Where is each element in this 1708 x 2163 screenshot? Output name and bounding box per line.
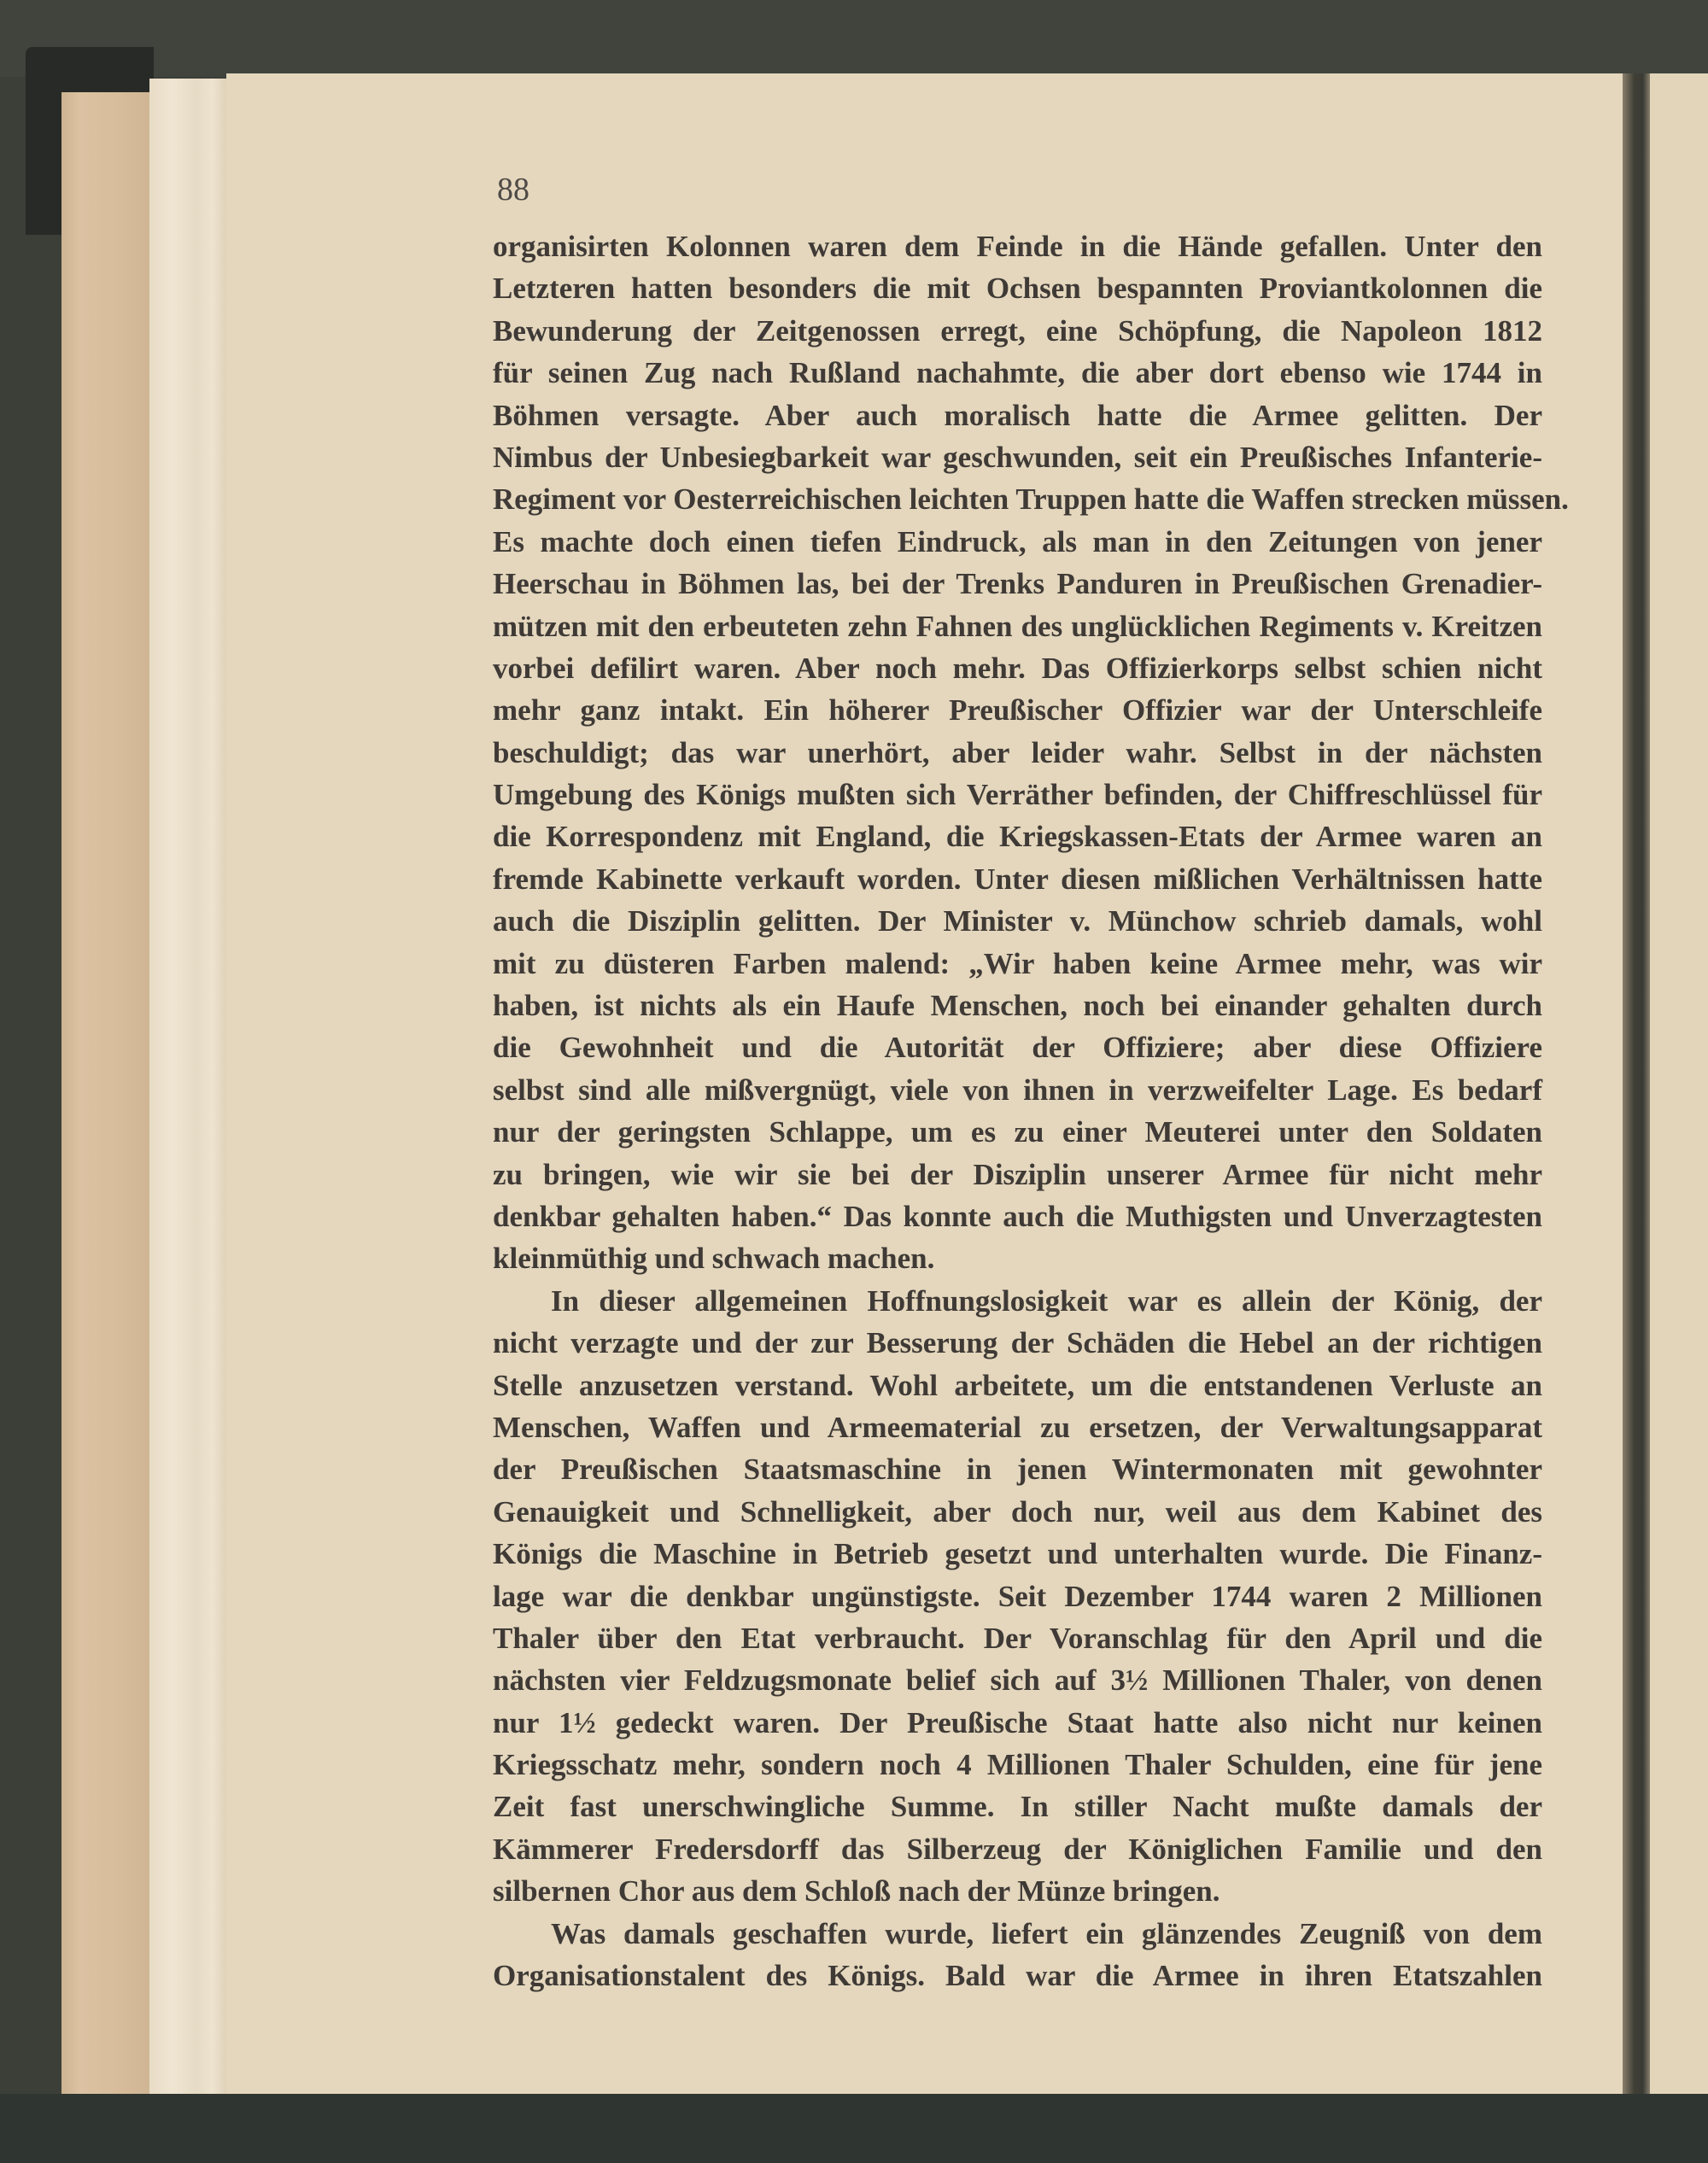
text-line: Bewunderung der Zeitgenossen erregt, eine Schöpfung, die Napoleon 1812 [493, 313, 1542, 348]
book-gutter [1623, 73, 1652, 2106]
text-line: Kämmerer Fredersdorff das Silberzeug der Königlichen Familie und den [493, 1832, 1542, 1866]
text-line: selbst sind alle mißvergnügt, viele von ihnen in verzweifelter Lage. Es bedarf [493, 1073, 1542, 1107]
text-line: fremde Kabinette verkauft worden. Unter diesen mißlichen Verhältnissen hatte [493, 862, 1542, 896]
book-cover-top [0, 0, 1708, 77]
text-line: nächsten vier Feldzugsmonate belief sich auf 3½ Millionen Thaler, von denen [493, 1663, 1542, 1698]
text-line: kleinmüthig und schwach machen. [493, 1242, 935, 1276]
text-line: nur der geringsten Schlappe, um es zu einer Meuterei unter den Soldaten [493, 1115, 1542, 1149]
facing-page-edge [1650, 73, 1708, 2110]
text-line: Was damals geschaffen wurde, liefert ein glänzendes Zeugniß von dem [551, 1916, 1542, 1950]
text-line: Thaler über den Etat verbraucht. Der Voranschlag für den April und die [493, 1621, 1542, 1655]
text-line: Königs die Maschine in Betrieb gesetzt und unterhalten wurde. Die Finanz- [493, 1537, 1542, 1571]
text-line: Nimbus der Unbesiegbarkeit war geschwunden, seit ein Preußisches Infanterie- [493, 440, 1542, 474]
book-cover-bottom [0, 2094, 1708, 2163]
text-line: Organisationstalent des Königs. Bald war die Armee in ihren Etatszahlen [493, 1959, 1542, 1993]
text-line: In dieser allgemeinen Hoffnungslosigkeit war es allein der König, der [551, 1283, 1542, 1318]
text-line: mit zu düsteren Farben malend: „Wir haben keine Armee mehr, was wir [493, 946, 1542, 980]
text-line: Menschen, Waffen und Armeematerial zu ersetzen, der Verwaltungsapparat [493, 1410, 1542, 1444]
text-line: Zeit fast unerschwingliche Summe. In stiller Nacht mußte damals der [493, 1790, 1542, 1824]
text-line: Genauigkeit und Schnelligkeit, aber doch nur, weil aus dem Kabinet des [493, 1494, 1542, 1529]
text-line: haben, ist nichts als ein Haufe Menschen, noch bei einander gehalten durch [493, 989, 1542, 1023]
text-line: nicht verzagte und der zur Besserung der Schäden die Hebel an der richtigen [493, 1326, 1542, 1360]
page-number: 88 [497, 172, 529, 208]
text-line: Es machte doch einen tiefen Eindruck, als man in den Zeitungen von jener [493, 524, 1542, 558]
text-line: Regiment vor Oesterreichischen leichten Truppen hatte die Waffen strecken müssen. [493, 482, 1569, 517]
text-line: organisirten Kolonnen waren dem Feinde in die Hände gefallen. Unter den [493, 230, 1542, 263]
body-text [493, 225, 1569, 1996]
text-line: denkbar gehalten haben.“ Das konnte auch die Muthigsten und Unverzagtesten [493, 1199, 1542, 1233]
text-line: beschuldigt; das war unerhört, aber leider wahr. Selbst in der nächsten [493, 735, 1542, 769]
text-line: Heerschau in Böhmen las, bei der Trenks Panduren in Preußischen Grenadier- [493, 567, 1542, 601]
text-line: zu bringen, wie wir sie bei der Disziplin unserer Armee für nicht mehr [493, 1157, 1542, 1191]
page-stack-edges [149, 79, 228, 2107]
text-line: der Preußischen Staatsmaschine in jenen Wintermonaten mit gewohnter [493, 1453, 1542, 1487]
text-line: Stelle anzusetzen verstand. Wohl arbeitete, um die entstandenen Verluste an [493, 1368, 1542, 1402]
text-line: Letzteren hatten besonders die mit Ochsen bespannten Proviantkolonnen die [493, 272, 1542, 306]
text-line: Kriegsschatz mehr, sondern noch 4 Millionen Thaler Schulden, eine für jene [493, 1748, 1542, 1782]
text-line: für seinen Zug nach Rußland nachahmte, die aber dort ebenso wie 1744 in [493, 356, 1542, 390]
text-line: mehr ganz intakt. Ein höherer Preußischer Offizier war der Unterschleife [493, 693, 1542, 728]
text-line: lage war die denkbar ungünstigste. Seit Dezember 1744 waren 2 Millionen [493, 1579, 1542, 1613]
text-line: mützen mit den erbeuteten zehn Fahnen des unglücklichen Regiments v. Kreitzen [493, 609, 1542, 643]
text-line: auch die Disziplin gelitten. Der Minister v. Münchow schrieb damals, wohl [493, 904, 1542, 938]
text-line: Umgebung des Königs mußten sich Verräther befinden, der Chiffreschlüssel für [493, 778, 1542, 812]
text-line: vorbei defilirt waren. Aber noch mehr. Das Offizierkorps selbst schien nicht [493, 651, 1542, 685]
page-block-edges [61, 92, 151, 2107]
text-line: die Korrespondenz mit England, die Kriegskassen-Etats der Armee waren an [493, 820, 1542, 854]
text-line: nur 1½ gedeckt waren. Der Preußische Staat hatte also nicht nur keinen [493, 1705, 1542, 1739]
text-line: silbernen Chor aus dem Schloß nach der Münze bringen. [493, 1874, 1220, 1909]
text-line: die Gewohnheit und die Autorität der Offiziere; aber diese Offiziere [493, 1031, 1542, 1065]
text-line: Böhmen versagte. Aber auch moralisch hatte die Armee gelitten. Der [493, 398, 1542, 432]
